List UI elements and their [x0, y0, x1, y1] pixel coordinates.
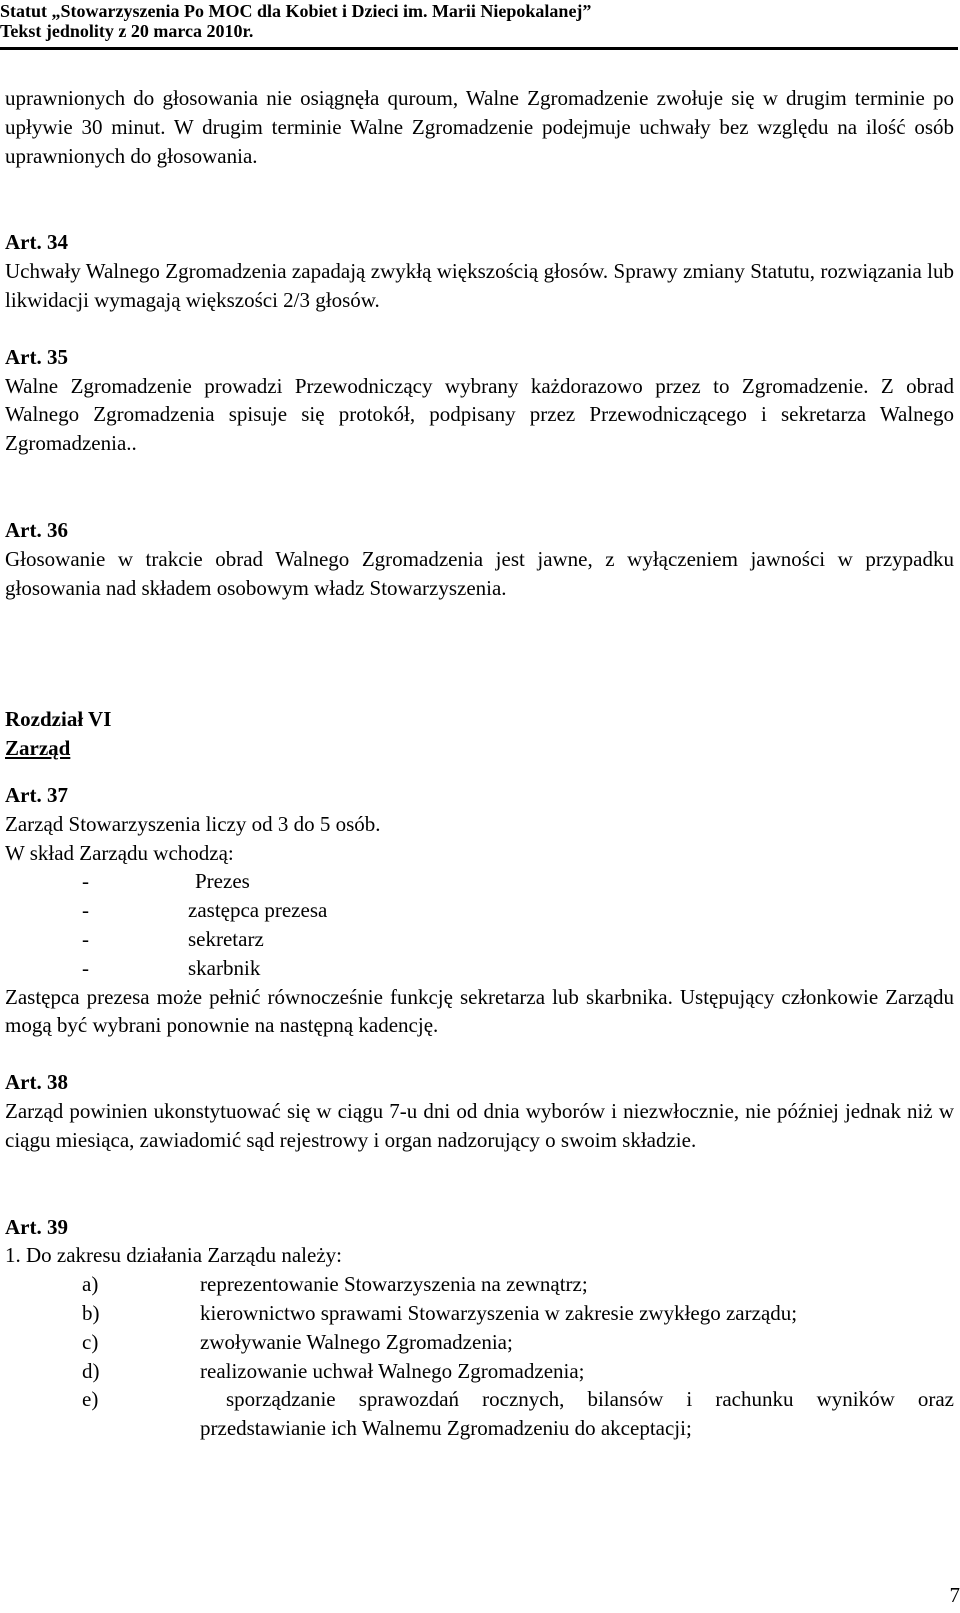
article-34-title: Art. 34 [5, 230, 68, 255]
list-item [5, 954, 954, 983]
list-item [5, 896, 954, 925]
list-item-text: skarbnik [188, 955, 261, 980]
list-item [5, 925, 954, 954]
article-39-title: Art. 39 [5, 1214, 68, 1239]
list-item-text: zastępca prezesa [188, 898, 328, 923]
header-divider [0, 47, 958, 50]
list-item-label: e) [82, 1387, 99, 1412]
article-37-text: Zastępca prezesa może pełnić równocześnie funkcję sekretarza lub skarbnika. Ustępujący członkowie Zarządu mogą być wybrani ponownie na następną kadencję. [5, 984, 954, 1038]
intro-paragraph: uprawnionych do głosowania nie osiągnęła quroum, Walne Zgromadzenie zwołuje się w drugim terminie po upływie 30 minut. W drugim terminie Walne Zgromadzenie podejmuje uchwały bez względu na ilość osób uprawnionych do głosowania. [5, 86, 954, 168]
dash-bullet: - [82, 926, 89, 951]
list-item-label: a) [82, 1272, 99, 1297]
list-item-label: b) [82, 1300, 100, 1325]
list-item-label: c) [82, 1329, 99, 1354]
header-subtitle: Tekst jednolity z 20 marca 2010r. [0, 21, 254, 41]
dash-bullet: - [82, 898, 89, 923]
list-item-text: Prezes [195, 869, 250, 894]
header-title: Statut „Stowarzyszenia Po MOC dla Kobiet i Dzieci im. Marii Niepokalanej” [0, 1, 592, 21]
list-item-text: reprezentowanie Stowarzyszenia na zewnątrz; [200, 1272, 588, 1297]
list-item [5, 1299, 954, 1328]
chapter-number: Rozdział VI [5, 707, 112, 732]
list-item [5, 1270, 954, 1299]
article-36-title: Art. 36 [5, 517, 68, 542]
list-item [5, 1357, 954, 1386]
dash-bullet: - [82, 955, 89, 980]
list-item [5, 1385, 954, 1443]
list-item-label: d) [82, 1358, 100, 1383]
article-38-text: Zarząd powinien ukonstytuować się w ciągu 7-u dni od dnia wyborów i niezwłocznie, nie później jednak niż w ciągu miesiąca, zawiadomić sąd rejestrowy i organ nadzorujący o swoim składzie. [5, 1098, 954, 1152]
dash-bullet: - [82, 869, 89, 894]
article-36-text: Głosowanie w trakcie obrad Walnego Zgromadzenia jest jawne, z wyłączeniem jawności w przypadku głosowania nad składem osobowym władz Stowarzyszenia. [5, 546, 954, 600]
page-header [0, 0, 958, 41]
chapter-name-line [5, 734, 954, 763]
list-item-text: zwoływanie Walnego Zgromadzenia; [200, 1329, 513, 1354]
list-item-text: realizowanie uchwał Walnego Zgromadzenia; [200, 1358, 585, 1383]
document-body [5, 84, 954, 1443]
article-37-line-1: Zarząd Stowarzyszenia liczy od 3 do 5 osób. [5, 811, 381, 836]
list-item-text: kierownictwo sprawami Stowarzyszenia w zakresie zwykłego zarządu; [200, 1300, 798, 1325]
article-34-text: Uchwały Walnego Zgromadzenia zapadają zwykłą większością głosów. Sprawy zmiany Statutu, rozwiązania lub likwidacji wymagają większości 2/3 głosów. [5, 259, 954, 312]
article-37-line-2: W skład Zarządu wchodzą: [5, 840, 234, 865]
chapter-name: Zarząd [5, 736, 71, 761]
article-37-title: Art. 37 [5, 782, 68, 807]
page-number: 7 [949, 1583, 960, 1607]
list-item-text: sekretarz [188, 926, 264, 951]
list-item-text: sporządzanie sprawozdań rocznych, bilansów i rachunku wyników oraz przedstawianie ich Walnemu Zgromadzeniu do akceptacji; [200, 1387, 954, 1441]
article-38-title: Art. 38 [5, 1070, 68, 1095]
article-35-title: Art. 35 [5, 344, 68, 369]
article-35-text: Walne Zgromadzenie prowadzi Przewodniczący wybrany każdorazowo przez to Zgromadzenie. Z obrad Walnego Zgromadzenia spisuje się protokół, podpisany przez Przewodniczącego i sekretarza Walnego Zgromadzenia.. [5, 373, 954, 456]
list-item [5, 867, 954, 896]
list-item [5, 1328, 954, 1357]
article-39-intro: 1. Do zakresu działania Zarządu należy: [5, 1243, 342, 1268]
